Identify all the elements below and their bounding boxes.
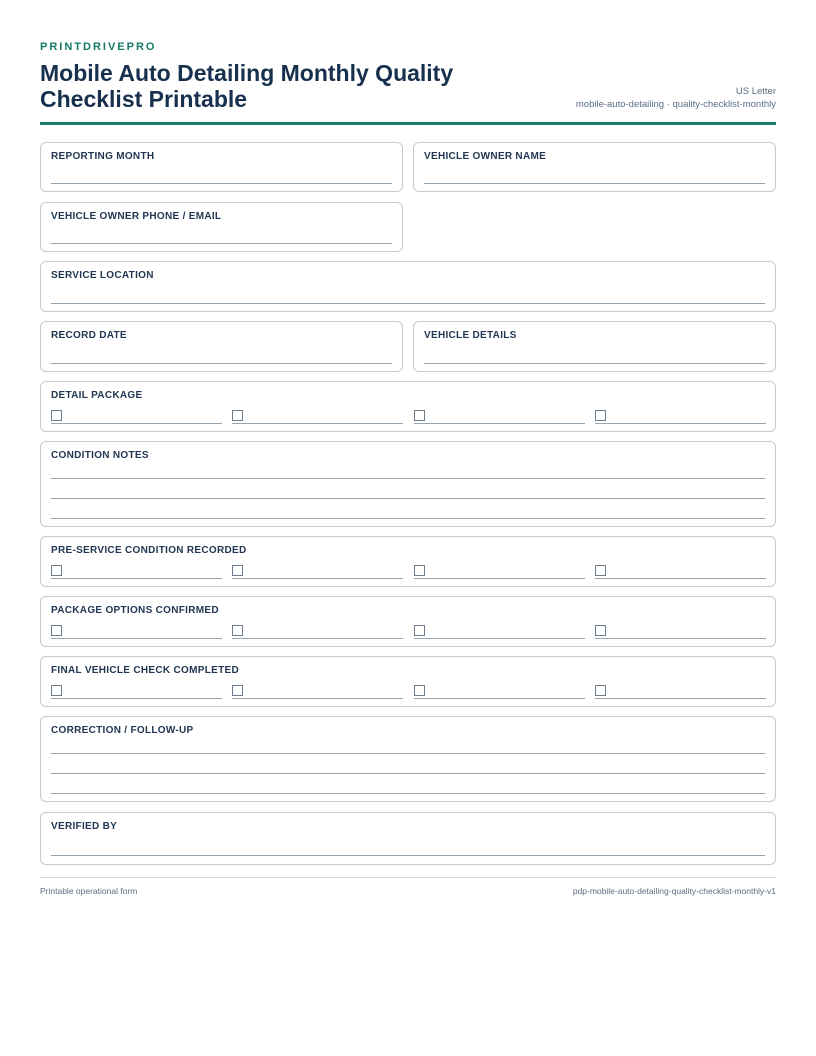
- condition-notes-line-3[interactable]: [51, 518, 765, 519]
- correction-follow-up-label: CORRECTION / FOLLOW-UP: [51, 725, 194, 736]
- detail-package-option-3: [414, 423, 585, 424]
- package-options-option-3: [414, 638, 585, 639]
- checkbox[interactable]: [51, 625, 62, 636]
- footer-description: Printable operational form: [40, 886, 138, 896]
- detail-package-option-2: [232, 423, 403, 424]
- final-vehicle-check-label: FINAL VEHICLE CHECK COMPLETED: [51, 665, 239, 676]
- checkbox[interactable]: [232, 565, 243, 576]
- checkbox[interactable]: [595, 410, 606, 421]
- checkbox[interactable]: [414, 625, 425, 636]
- final-check-option-4: [595, 698, 766, 699]
- checkbox[interactable]: [232, 625, 243, 636]
- checkbox[interactable]: [595, 625, 606, 636]
- pre-service-condition-label: PRE-SERVICE CONDITION RECORDED: [51, 545, 247, 556]
- condition-notes-label: CONDITION NOTES: [51, 450, 149, 461]
- record-date-label: RECORD DATE: [51, 330, 127, 341]
- vehicle-owner-contact-input-line[interactable]: [51, 243, 392, 244]
- checkbox[interactable]: [232, 410, 243, 421]
- document-meta: [576, 85, 776, 111]
- verified-by-label: VERIFIED BY: [51, 821, 118, 832]
- record-date-input-line[interactable]: [51, 363, 392, 364]
- correction-follow-up-field: [40, 716, 776, 802]
- detail-package-label: DETAIL PACKAGE: [51, 390, 143, 401]
- final-check-option-1: [51, 698, 222, 699]
- header-divider: [40, 122, 776, 125]
- brand-name: PRINTDRIVEPRO: [40, 41, 157, 53]
- checkbox[interactable]: [232, 685, 243, 696]
- package-options-field: [40, 596, 776, 647]
- condition-notes-line-2[interactable]: [51, 498, 765, 499]
- condition-notes-field: [40, 441, 776, 527]
- vehicle-owner-name-field: [413, 142, 776, 192]
- detail-package-option-1: [51, 423, 222, 424]
- checkbox[interactable]: [414, 565, 425, 576]
- final-check-option-2: [232, 698, 403, 699]
- vehicle-owner-contact-field: [40, 202, 403, 252]
- vehicle-details-input-line[interactable]: [424, 363, 765, 364]
- checkbox[interactable]: [414, 685, 425, 696]
- reporting-month-field: [40, 142, 403, 192]
- detail-package-option-4: [595, 423, 766, 424]
- pre-service-option-3: [414, 578, 585, 579]
- pre-service-option-1: [51, 578, 222, 579]
- verified-by-field: [40, 812, 776, 865]
- page-title: Mobile Auto Detailing Monthly Quality Checklist Printable: [40, 60, 454, 112]
- paper-size: US Letter: [735, 86, 776, 97]
- vehicle-details-field: [413, 321, 776, 372]
- service-location-input-line[interactable]: [51, 303, 765, 304]
- correction-line-3[interactable]: [51, 793, 765, 794]
- correction-line-2[interactable]: [51, 773, 765, 774]
- reporting-month-label: REPORTING MONTH: [51, 151, 155, 162]
- reporting-month-input-line[interactable]: [51, 183, 392, 184]
- package-options-option-1: [51, 638, 222, 639]
- footer-form-id: pdp-mobile-auto-detailing-quality-checklist-monthly-v1: [572, 886, 776, 896]
- pre-service-option-4: [595, 578, 766, 579]
- checkbox[interactable]: [51, 410, 62, 421]
- service-location-label: SERVICE LOCATION: [51, 270, 154, 281]
- final-vehicle-check-field: [40, 656, 776, 707]
- footer-divider: [40, 877, 776, 878]
- final-check-option-3: [414, 698, 585, 699]
- checkbox[interactable]: [51, 565, 62, 576]
- detail-package-field: [40, 381, 776, 432]
- document-slug: mobile-auto-detailing · quality-checklist-monthly: [575, 99, 776, 110]
- vehicle-details-label: VEHICLE DETAILS: [424, 330, 517, 341]
- condition-notes-line-1[interactable]: [51, 478, 765, 479]
- record-date-field: [40, 321, 403, 372]
- checkbox[interactable]: [51, 685, 62, 696]
- service-location-field: [40, 261, 776, 312]
- package-options-option-4: [595, 638, 766, 639]
- verified-by-input-line[interactable]: [51, 855, 765, 856]
- package-options-label: PACKAGE OPTIONS CONFIRMED: [51, 605, 219, 616]
- checkbox[interactable]: [414, 410, 425, 421]
- pre-service-option-2: [232, 578, 403, 579]
- correction-line-1[interactable]: [51, 753, 765, 754]
- package-options-option-2: [232, 638, 403, 639]
- pre-service-condition-field: [40, 536, 776, 587]
- vehicle-owner-name-input-line[interactable]: [424, 183, 765, 184]
- checkbox[interactable]: [595, 685, 606, 696]
- vehicle-owner-contact-label: VEHICLE OWNER PHONE / EMAIL: [51, 211, 222, 222]
- checkbox[interactable]: [595, 565, 606, 576]
- vehicle-owner-name-label: VEHICLE OWNER NAME: [424, 151, 547, 162]
